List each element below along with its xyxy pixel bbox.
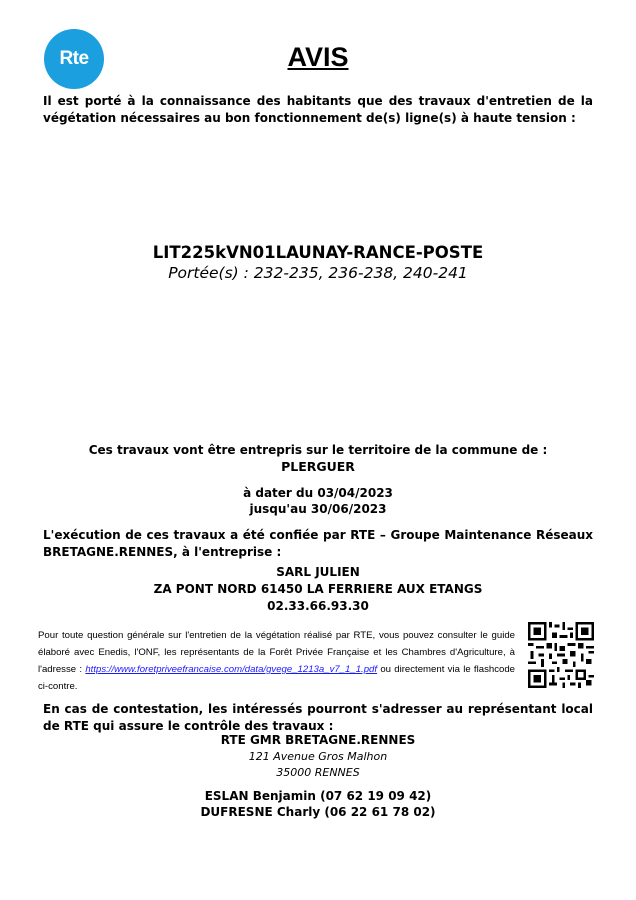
contact-2: DUFRESNE Charly (06 22 61 78 02) [200,805,436,819]
company-name: SARL JULIEN [276,565,360,579]
territory-text: Ces travaux vont être entrepris sur le territoire de la commune de : [88,443,548,457]
guide-link[interactable]: https://www.foretpriveefrancaise.com/data/gvege_1213a_v7_1_1.pdf [85,664,378,675]
intro-paragraph: Il est porté à la connaissance des habitants que des travaux d'entretien de la végétation nécessaires au bon fonctionnement de(s) ligne(s) à haute tension : [43,94,593,125]
contest-paragraph: En cas de contestation, les intéressés pourront s'adresser au représentant local de RTE qui assure le contrôle des travaux : [43,702,593,733]
company-phone: 02.33.66.93.30 [267,599,369,613]
representative-street: 121 Avenue Gros Malhon [248,750,388,763]
portees: Portée(s) : 232-235, 236-238, 240-241 [168,264,468,282]
page-title: AVIS [287,42,349,72]
info-text-after: ou directement via le flashcode ci-contre. [38,664,516,692]
date-to: jusqu'au 30/06/2023 [249,502,387,516]
representative-city: 35000 RENNES [276,766,360,779]
company-address: ZA PONT NORD 61450 LA FERRIERE AUX ETANGS [153,582,483,596]
date-from: à dater du 03/04/2023 [243,486,393,500]
contact-1: ESLAN Benjamin (07 62 19 09 42) [204,789,432,803]
logo-text: Rte [59,48,89,69]
execution-paragraph: L'exécution de ces travaux a été confiée par RTE – Groupe Maintenance Réseaux BRETAGNE.RENNES, à l'entreprise : [43,528,593,559]
info-text: Pour toute question générale sur l'entretien de la végétation réalisé par RTE, vous pouvez consulter le guide élaboré avec Enedis, l'ONF, les représentants de la Forêt Privée Française et les Chambres d'Agriculture, à l'adresse : [38,630,515,675]
info-paragraph [38,627,515,695]
commune-name: PLERGUER [281,459,355,474]
representative-name: RTE GMR BRETAGNE.RENNES [220,733,416,747]
qr-code[interactable] [528,622,594,688]
line-name: LIT225kVN01LAUNAY-RANCE-POSTE [152,243,484,262]
